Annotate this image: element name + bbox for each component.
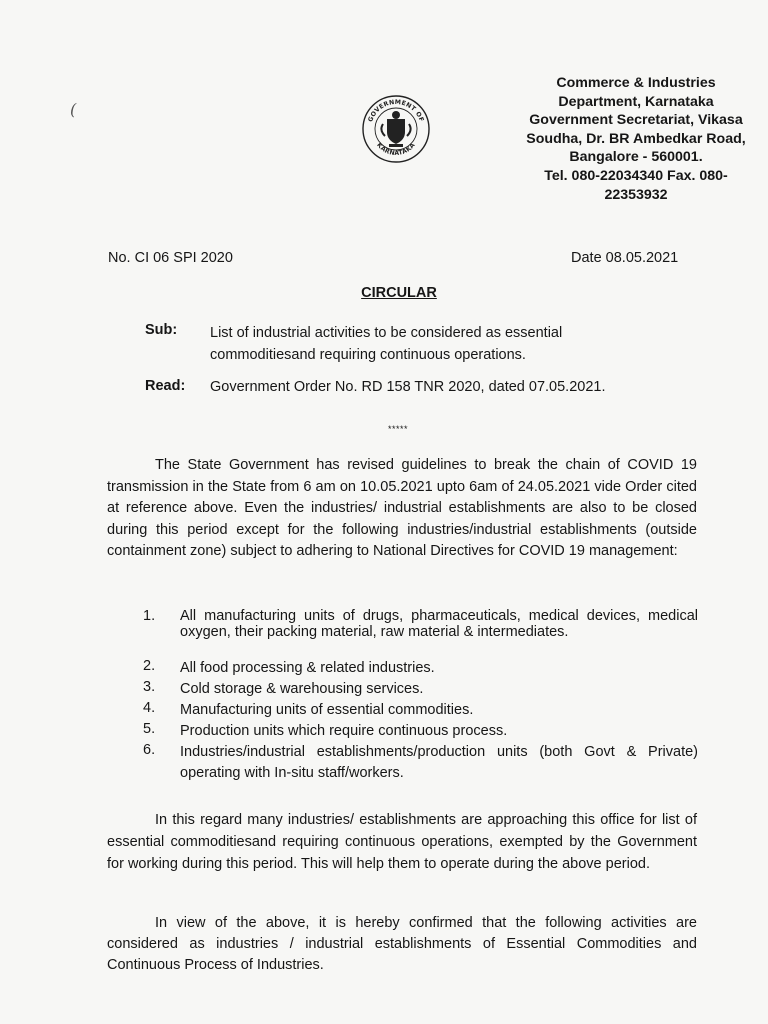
subject-label: Sub: bbox=[145, 322, 178, 338]
exempted-industries-list bbox=[143, 606, 698, 784]
list-item-number: 6. bbox=[143, 742, 156, 758]
list-item-text: Industries/industrial establishments/production units (both Govt & Private) operating with In-situ staff/workers. bbox=[180, 744, 698, 781]
list-item-text: Production units which require continuous process. bbox=[180, 723, 508, 739]
department-address bbox=[505, 74, 767, 204]
list-item-number: 1. bbox=[143, 608, 156, 624]
address-line: Government Secretariat, Vikasa bbox=[529, 112, 743, 129]
reference-number: No. CI 06 SPI 2020 bbox=[108, 250, 233, 266]
list-item bbox=[143, 721, 698, 742]
address-line: 22353932 bbox=[604, 186, 668, 203]
section-separator: ***** bbox=[388, 424, 409, 434]
circular-title: CIRCULAR bbox=[361, 285, 437, 301]
list-item bbox=[143, 700, 698, 721]
read-text: Government Order No. RD 158 TNR 2020, dated 07.05.2021. bbox=[210, 379, 606, 395]
list-item-text: All food processing & related industries. bbox=[180, 660, 435, 676]
address-line: Tel. 080-22034340 Fax. 080- bbox=[544, 167, 728, 184]
list-item-number: 5. bbox=[143, 721, 156, 737]
list-item bbox=[143, 658, 698, 679]
stray-mark: ( bbox=[70, 100, 77, 119]
circular-date: Date 08.05.2021 bbox=[571, 250, 679, 266]
list-item-text: Cold storage & warehousing services. bbox=[180, 681, 424, 697]
list-item-number: 3. bbox=[143, 679, 156, 695]
government-emblem-icon bbox=[361, 94, 431, 164]
address-line: Soudha, Dr. BR Ambedkar Road, bbox=[526, 130, 746, 147]
address-line: Department, Karnataka bbox=[558, 93, 714, 110]
list-item-number: 4. bbox=[143, 700, 156, 716]
list-item-number: 2. bbox=[143, 658, 156, 674]
regard-paragraph: In this regard many industries/ establishments are approaching this office for list of essential commoditiesand requiring continuous operations, exempted by the Government for working during this period. This will help them to operate during the above period. bbox=[107, 812, 697, 872]
subject-text: List of industrial activities to be considered as essential commoditiesand requiring continuous operations. bbox=[210, 325, 563, 363]
emblem-bottom-text: KARNATAKA bbox=[375, 141, 417, 158]
address-line: Bangalore - 560001. bbox=[569, 149, 703, 166]
emblem-top-text: GOVERNMENT OF bbox=[367, 98, 425, 123]
list-item bbox=[143, 742, 698, 784]
list-item bbox=[143, 679, 698, 700]
intro-paragraph: The State Government has revised guidelines to break the chain of COVID 19 transmission in the State from 6 am on 10.05.2021 upto 6am of 24.05.2021 vide Order cited at reference above. Even the industries/ industrial establishments are also to be closed during this period except for the following industries/industrial establishments (outside containment zone) subject to adhering to National Directives for COVID 19 management: bbox=[107, 457, 697, 560]
view-paragraph: In view of the above, it is hereby confirmed that the following activities are considered as industries / industrial establishments of Essential Commodities and Continuous Process of Industries. bbox=[107, 915, 697, 974]
list-item-text: All manufacturing units of drugs, pharmaceuticals, medical devices, medical oxygen, their packing material, raw material & intermediates. bbox=[180, 608, 698, 640]
address-line: Commerce & Industries bbox=[556, 75, 716, 91]
read-label: Read: bbox=[145, 378, 186, 394]
list-item-text: Manufacturing units of essential commodities. bbox=[180, 702, 474, 718]
list-item bbox=[143, 606, 698, 658]
